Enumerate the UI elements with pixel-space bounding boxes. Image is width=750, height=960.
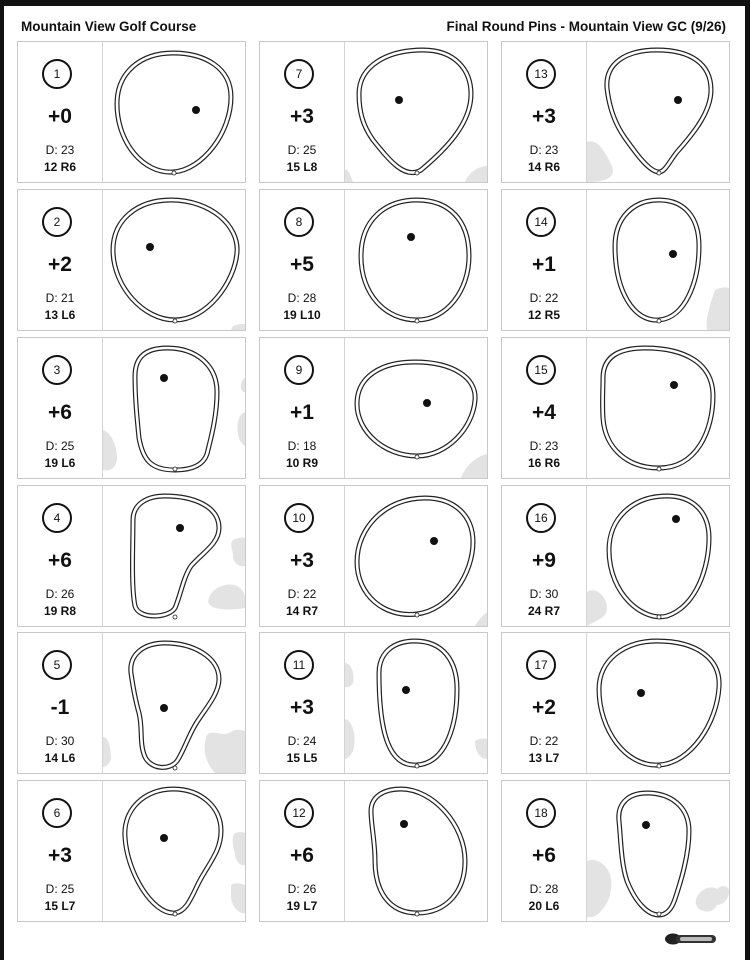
hole-card	[17, 41, 246, 183]
hole-score: +3	[290, 549, 314, 572]
hole-number: 1	[42, 59, 72, 89]
hole-score: +3	[48, 844, 72, 867]
left-border	[0, 0, 4, 960]
hole-card	[259, 337, 488, 479]
hole-number: 17	[526, 650, 556, 680]
green-diagram	[103, 633, 245, 773]
green-diagram	[345, 486, 487, 626]
green-diagram	[103, 190, 245, 330]
hole-score: +3	[532, 105, 556, 128]
pin-position: 10 R9	[285, 456, 319, 470]
hole-score: +1	[532, 253, 556, 276]
hole-score: +0	[48, 105, 72, 128]
green-depth: D: 28	[287, 291, 317, 305]
green-depth: D: 23	[529, 439, 559, 453]
hole-card	[501, 485, 730, 627]
hole-card	[259, 485, 488, 627]
green-depth: D: 25	[45, 439, 75, 453]
green-depth: D: 21	[45, 291, 75, 305]
green-depth: D: 25	[45, 882, 75, 896]
pin-position: 15 L7	[44, 899, 76, 913]
green-diagram	[345, 781, 487, 921]
green-depth: D: 18	[287, 439, 317, 453]
green-depth: D: 30	[529, 587, 559, 601]
hole-number: 14	[526, 207, 556, 237]
hole-score: +2	[48, 253, 72, 276]
green-depth: D: 23	[529, 143, 559, 157]
green-diagram	[103, 486, 245, 626]
pin-position: 19 R8	[43, 604, 77, 618]
pin-position: 16 R6	[527, 456, 561, 470]
green-diagram	[587, 486, 729, 626]
hole-info	[18, 486, 103, 626]
hole-card	[501, 41, 730, 183]
hole-info	[260, 42, 345, 182]
green-depth: D: 22	[529, 291, 559, 305]
hole-score: +9	[532, 549, 556, 572]
hole-info	[18, 42, 103, 182]
green-diagram	[345, 338, 487, 478]
hole-number: 15	[526, 355, 556, 385]
green-diagram	[587, 633, 729, 773]
green-diagram	[587, 42, 729, 182]
green-diagram	[345, 42, 487, 182]
hole-info	[260, 633, 345, 773]
green-depth: D: 22	[287, 587, 317, 601]
hole-info	[18, 190, 103, 330]
pin-position: 19 L6	[44, 456, 76, 470]
hole-info	[18, 633, 103, 773]
hole-score: +2	[532, 696, 556, 719]
pin-position: 15 L8	[286, 160, 318, 174]
pin-position: 14 L6	[44, 751, 76, 765]
hole-card	[501, 337, 730, 479]
hole-score: +5	[290, 253, 314, 276]
course-title: Mountain View Golf Course	[21, 19, 197, 34]
hole-score: +6	[48, 401, 72, 424]
pin-position: 13 L7	[528, 751, 560, 765]
pin-position: 12 R5	[527, 308, 561, 322]
hole-number: 12	[284, 798, 314, 828]
pin-position: 12 R6	[43, 160, 77, 174]
hole-info	[502, 633, 587, 773]
hole-number: 3	[42, 355, 72, 385]
green-diagram	[103, 42, 245, 182]
hole-card	[259, 189, 488, 331]
green-depth: D: 25	[287, 143, 317, 157]
hole-score: +3	[290, 696, 314, 719]
hole-number: 4	[42, 503, 72, 533]
hole-info	[502, 486, 587, 626]
hole-card	[501, 189, 730, 331]
pin-position: 14 R7	[285, 604, 319, 618]
hole-card	[259, 632, 488, 774]
sheet-title: Final Round Pins - Mountain View GC (9/26)	[446, 19, 726, 34]
green-diagram	[103, 781, 245, 921]
hole-info	[18, 781, 103, 921]
hole-card	[17, 780, 246, 922]
hole-number: 16	[526, 503, 556, 533]
pin-position: 13 L6	[44, 308, 76, 322]
pin-position: 19 L7	[286, 899, 318, 913]
right-border	[745, 0, 750, 960]
hole-number: 7	[284, 59, 314, 89]
hole-info	[18, 338, 103, 478]
green-depth: D: 24	[287, 734, 317, 748]
green-depth: D: 22	[529, 734, 559, 748]
hole-info	[260, 338, 345, 478]
green-depth: D: 26	[45, 587, 75, 601]
hole-score: +6	[48, 549, 72, 572]
green-depth: D: 23	[45, 143, 75, 157]
green-diagram	[587, 781, 729, 921]
hole-number: 11	[284, 650, 314, 680]
hole-card	[259, 780, 488, 922]
hole-card	[17, 337, 246, 479]
hole-info	[502, 338, 587, 478]
hole-info	[260, 781, 345, 921]
pin-position: 24 R7	[527, 604, 561, 618]
pin-position: 20 L6	[528, 899, 560, 913]
hole-score: +3	[290, 105, 314, 128]
green-depth: D: 26	[287, 882, 317, 896]
hole-info	[502, 190, 587, 330]
green-diagram	[345, 633, 487, 773]
hole-number: 6	[42, 798, 72, 828]
hole-number: 2	[42, 207, 72, 237]
green-diagram	[103, 338, 245, 478]
hole-number: 10	[284, 503, 314, 533]
hole-info	[260, 486, 345, 626]
hole-info	[502, 781, 587, 921]
pin-position: 14 R6	[527, 160, 561, 174]
hole-info	[260, 190, 345, 330]
hole-number: 9	[284, 355, 314, 385]
hole-number: 13	[526, 59, 556, 89]
hole-number: 5	[42, 650, 72, 680]
hole-card	[17, 632, 246, 774]
hole-number: 18	[526, 798, 556, 828]
pin-position: 15 L5	[286, 751, 318, 765]
pin-position: 19 L10	[283, 308, 321, 322]
hole-score: +4	[532, 401, 556, 424]
hole-score: -1	[50, 696, 70, 719]
green-diagram	[587, 338, 729, 478]
hole-card	[17, 189, 246, 331]
hole-card	[259, 41, 488, 183]
hole-score: +6	[290, 844, 314, 867]
hole-info	[502, 42, 587, 182]
hole-score: +6	[532, 844, 556, 867]
top-border	[0, 0, 750, 6]
hole-card	[17, 485, 246, 627]
hole-card	[501, 780, 730, 922]
green-depth: D: 28	[529, 882, 559, 896]
hole-card	[501, 632, 730, 774]
hole-score: +1	[290, 401, 314, 424]
green-depth: D: 30	[45, 734, 75, 748]
stracka-line-logo-icon	[664, 932, 718, 946]
green-diagram	[587, 190, 729, 330]
green-diagram	[345, 190, 487, 330]
hole-number: 8	[284, 207, 314, 237]
